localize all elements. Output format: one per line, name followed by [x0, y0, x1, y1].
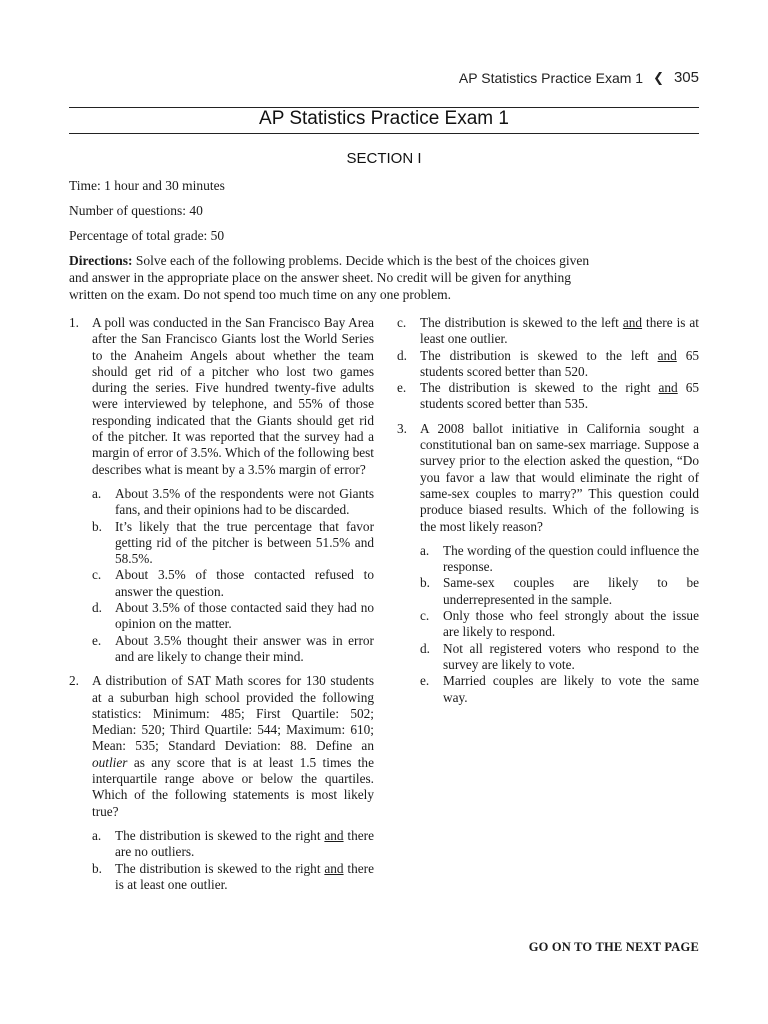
choice-letter: b.: [420, 575, 430, 591]
choice-a: [420, 543, 699, 576]
question-number: 1.: [69, 315, 79, 330]
choice-text: The distribution is skewed to the right: [420, 380, 659, 396]
directions: [69, 252, 609, 303]
right-column: [397, 315, 699, 714]
choice-letter: d.: [420, 640, 430, 656]
question-2: [69, 673, 374, 893]
choice-underline: and: [657, 347, 677, 363]
choice-letter: a.: [92, 485, 102, 501]
outlier-term: outlier: [92, 754, 128, 770]
exam-title: AP Statistics Practice Exam 1: [259, 108, 509, 129]
left-column: [69, 315, 374, 901]
choice-list-continued: [397, 315, 699, 413]
choice-letter: d.: [397, 347, 407, 363]
choice-text: Not all registered voters who respond to the survey are likely to vote.: [443, 640, 699, 672]
choice-letter: b.: [92, 518, 102, 534]
choice-a: [92, 828, 374, 861]
choice-e: [92, 633, 374, 666]
next-page-footer: GO ON TO THE NEXT PAGE: [528, 940, 699, 954]
choice-text: About 3.5% thought their answer was in error and are likely to change their mind.: [115, 632, 374, 664]
meta-questions: Number of questions: 40: [69, 203, 203, 218]
question-text-part: A distribution of SAT Math scores for 130 students at a suburban high school provided the following statistics: Minimum: 485; First Quartile: 502; Median: 520; Third Quartile: 544; Maximum: 610; Mean: 535; Standard Deviation: 88. Define an: [92, 673, 374, 754]
choice-letter: c.: [420, 608, 430, 624]
chevron-left-icon: ❮: [653, 69, 664, 85]
choice-letter: a.: [92, 827, 102, 843]
choice-text: The distribution is skewed to the right: [115, 860, 325, 876]
choice-letter: b.: [92, 860, 102, 876]
meta-time: Time: 1 hour and 30 minutes: [69, 178, 225, 193]
question-number: 2.: [69, 673, 79, 689]
choice-text: there are no outliers.: [115, 827, 374, 860]
choice-text: About 3.5% of those contacted refused to answer the question.: [115, 567, 374, 599]
choice-text: The distribution is skewed to the left: [420, 315, 623, 330]
choice-letter: e.: [92, 632, 102, 648]
choice-letter: d.: [92, 600, 102, 616]
question-number: 3.: [397, 420, 407, 436]
choice-list: [92, 828, 374, 893]
choice-text: 65 students scored better than 520.: [420, 347, 700, 379]
title-rule-bottom: [69, 133, 699, 134]
choice-text: The distribution is skewed to the right: [115, 827, 325, 843]
choice-letter: e.: [397, 380, 407, 396]
choice-e: [420, 673, 699, 706]
choice-underline: and: [658, 380, 678, 396]
choice-d: [420, 641, 699, 674]
choice-letter: c.: [397, 315, 407, 330]
choice-c: [420, 608, 699, 641]
choice-underline: and: [622, 315, 643, 330]
choice-letter: a.: [420, 542, 430, 558]
question-text: A 2008 ballot initiative in California sought a constitutional ban on same-sex marriage. Suppose a survey prior to the election asked the question, “Do you favor a law that would eliminate the right of same-sex couples to marry?” This question could produce biased results. Which of the following is the most likely reason?: [420, 420, 699, 534]
choice-text: It’s likely that the true percentage that favor getting rid of the pitcher is between 51.5% and 58.5%.: [115, 518, 374, 567]
choice-text: there is at least one outlier.: [420, 315, 699, 347]
choice-text: About 3.5% of the respondents were not Giants fans, and their opinions had to be discarded.: [115, 485, 374, 518]
choice-text: there is at least one outlier.: [115, 860, 374, 892]
directions-label: Directions:: [69, 253, 133, 268]
choice-text: The wording of the question could influence the response.: [443, 542, 699, 575]
running-head: [459, 69, 699, 86]
choice-letter: c.: [92, 567, 102, 583]
running-title: AP Statistics Practice Exam 1: [458, 69, 644, 86]
choice-underline: and: [324, 860, 344, 876]
choice-underline: and: [324, 827, 344, 843]
choice-d: [92, 600, 374, 633]
directions-text: Solve each of the following problems. Decide which is the best of the choices given and answer in the appropriate place on the answer sheet. No credit will be given for anything written on the exam. Do not spend too much time on any one problem.: [69, 253, 590, 302]
choice-text: Only those who feel strongly about the issue are likely to respond.: [443, 608, 699, 640]
choice-b: [92, 519, 374, 568]
choice-text: 65 students scored better than 535.: [420, 380, 699, 412]
choice-c: [397, 315, 699, 348]
section-title: SECTION I: [346, 150, 422, 167]
choice-e: [397, 380, 699, 413]
choice-list: [420, 543, 699, 706]
choice-text: Same-sex couples are likely to be underrepresented in the sample.: [443, 575, 699, 607]
choice-text: About 3.5% of those contacted said they had no opinion on the matter.: [115, 600, 374, 632]
choice-c: [92, 567, 374, 600]
page-number: 305: [673, 69, 699, 86]
choice-list: [92, 486, 374, 665]
choice-letter: e.: [420, 673, 430, 689]
question-text: A poll was conducted in the San Francisco Bay Area after the San Francisco Giants lost the World Series to the Anaheim Angels about whether the team should get rid of a pitcher who lost two games during the series. Five hundred twenty-five adults were interviewed by telephone, and 55% of those responding indicated that the Giants should get rid of the pitcher. It was reported that the survey had a margin of error of 3.5%. Which of the following best describes what is meant by a 3.5% margin of error?: [92, 315, 375, 477]
choice-b: [420, 575, 699, 608]
question-3: [397, 421, 699, 706]
choice-a: [92, 486, 374, 519]
choice-d: [397, 348, 699, 381]
choice-text: Married couples are likely to vote the same way.: [443, 673, 699, 705]
question-text: [92, 673, 374, 820]
question-1: [69, 315, 374, 665]
question-text-part: as any score that is at least 1.5 times the interquartile range above or below the quartiles. Which of the following statements is most likely true?: [92, 754, 374, 819]
choice-b: [92, 861, 374, 894]
choice-text: The distribution is skewed to the left: [420, 347, 658, 363]
meta-percentage: Percentage of total grade: 50: [69, 228, 225, 243]
